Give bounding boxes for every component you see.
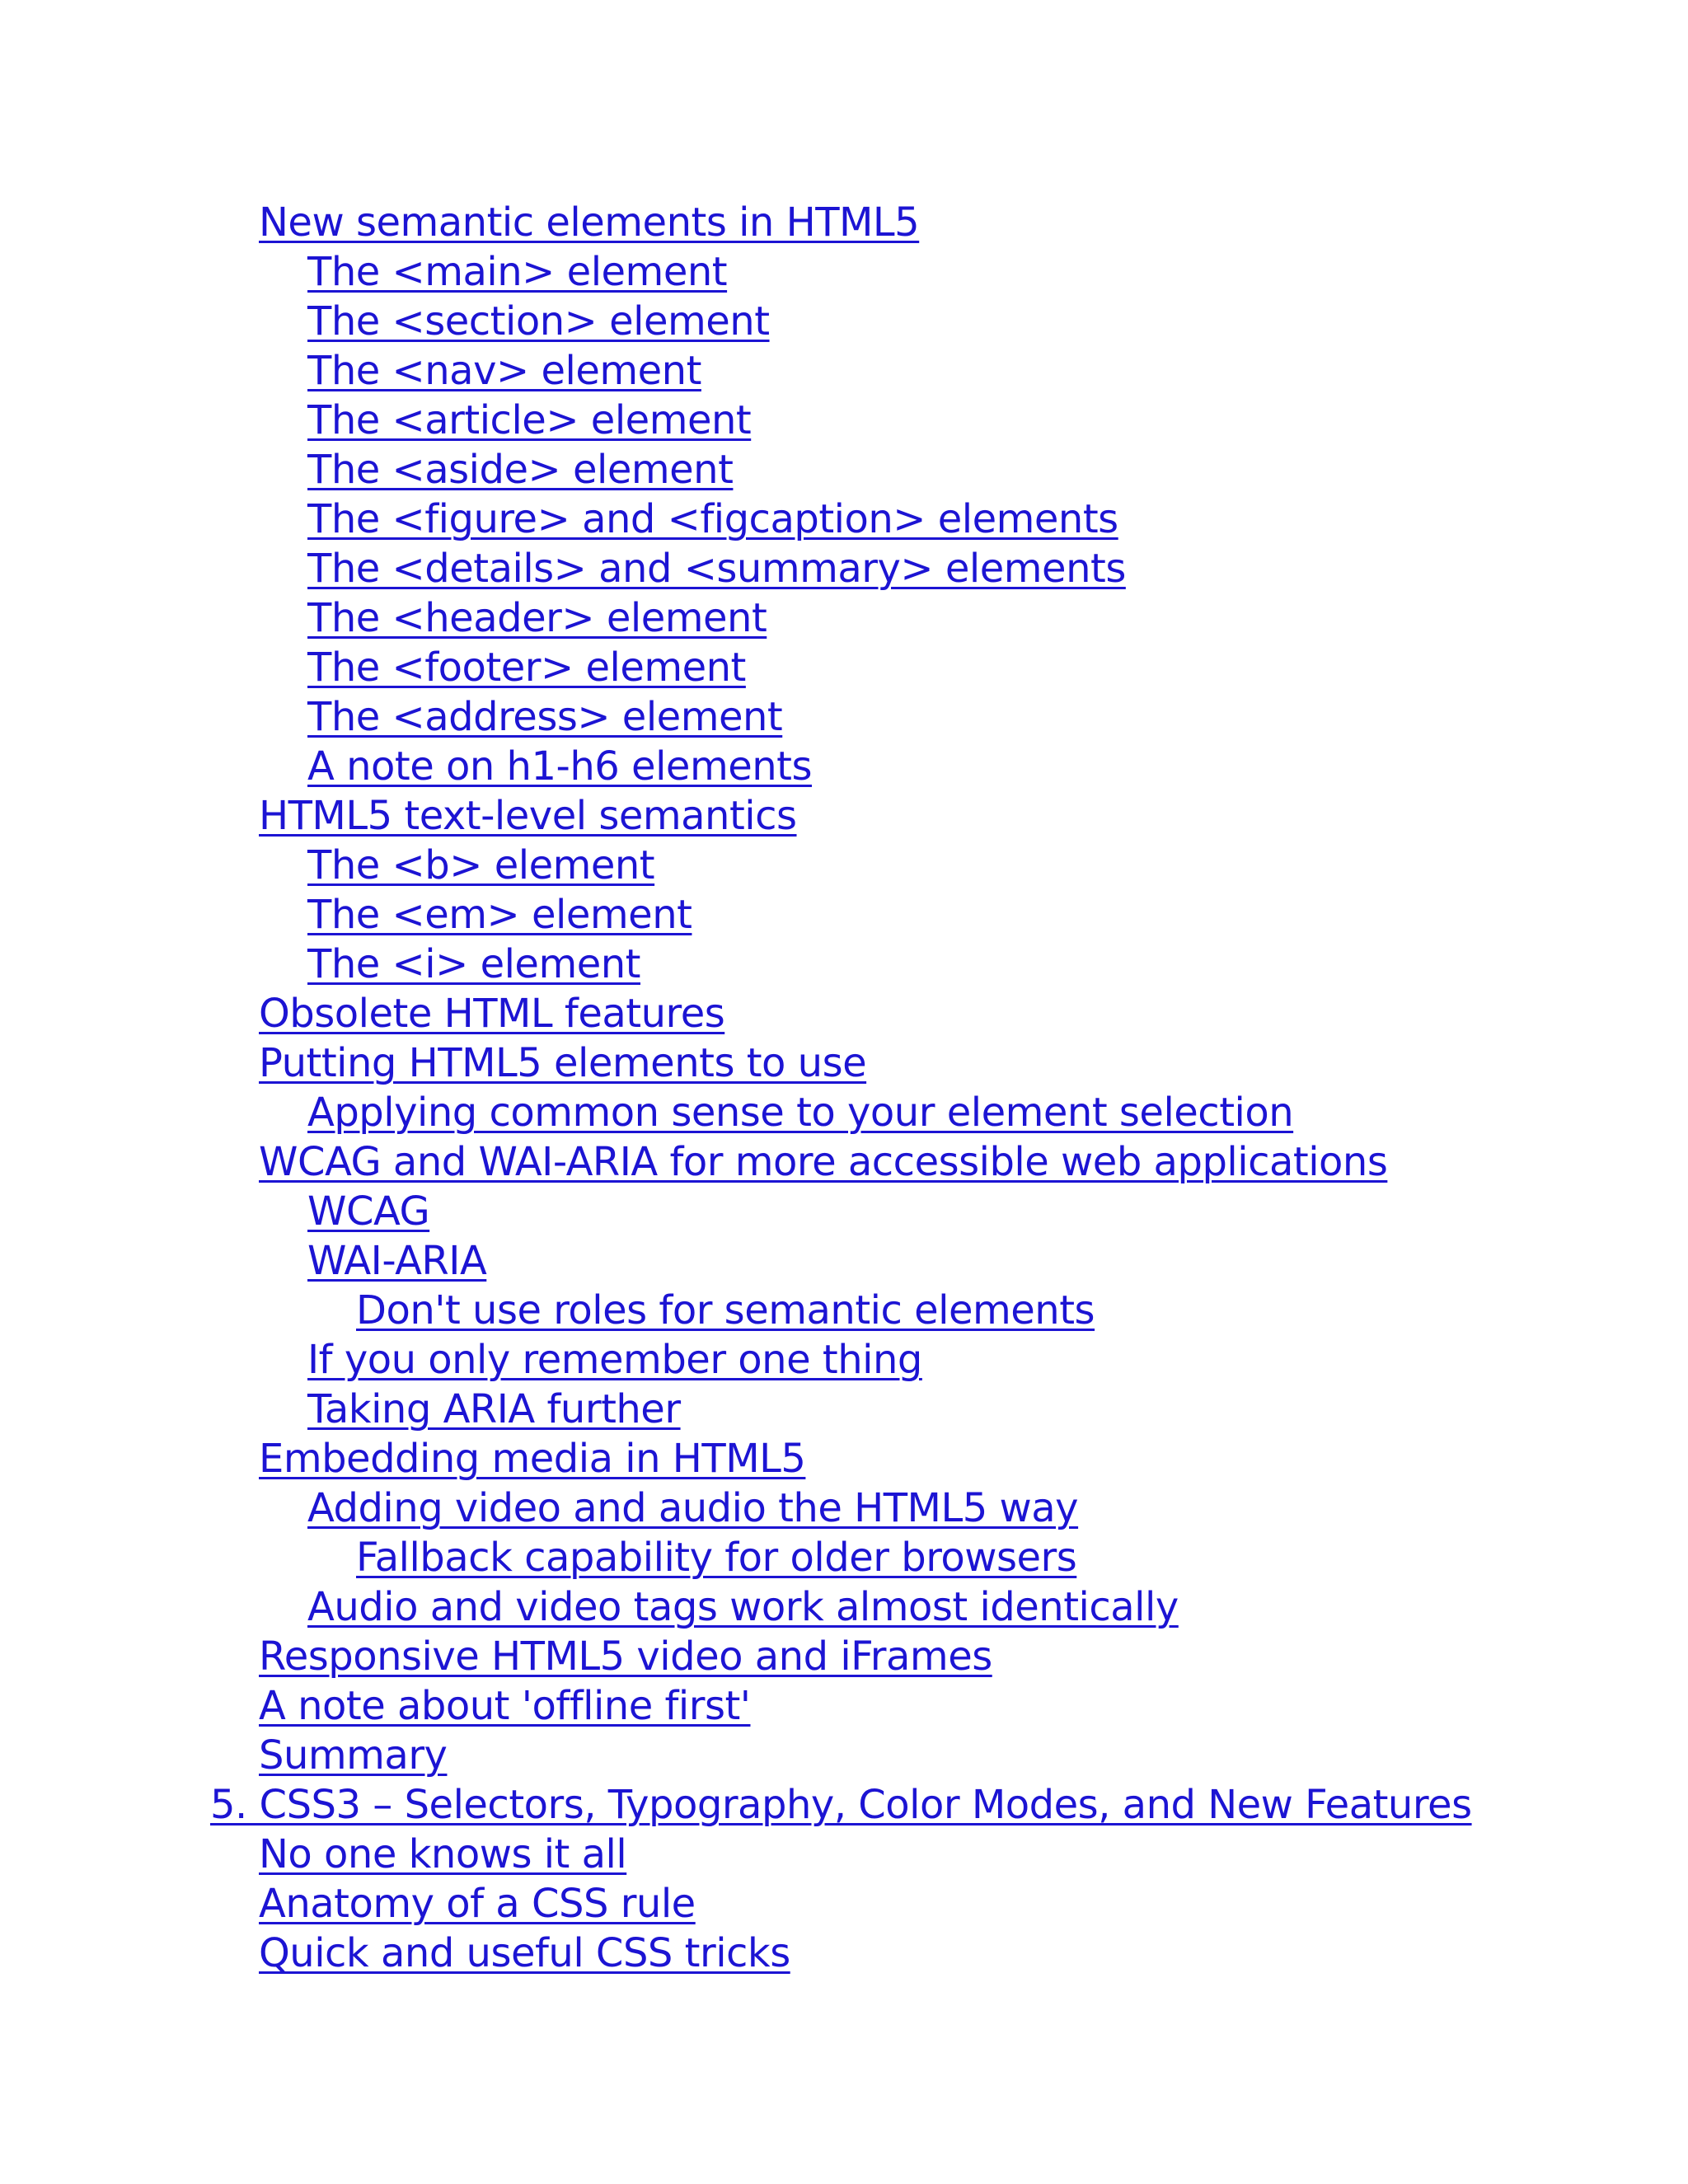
toc-item (0, 396, 1688, 445)
toc-link[interactable]: Summary (259, 1732, 448, 1779)
toc-link[interactable]: The <aside> element (307, 447, 734, 493)
toc-item (0, 940, 1688, 989)
toc-link[interactable]: Anatomy of a CSS rule (259, 1881, 696, 1927)
toc-item (0, 1929, 1688, 1978)
toc-item (0, 643, 1688, 692)
toc-item (0, 1830, 1688, 1879)
toc-link[interactable]: The <article> element (307, 397, 752, 443)
toc-link[interactable]: Putting HTML5 elements to use (259, 1040, 867, 1086)
toc-item (0, 445, 1688, 494)
toc-item (0, 692, 1688, 742)
toc-link[interactable]: The <address> element (307, 694, 783, 740)
toc-link[interactable]: The <details> and <summary> elements (307, 546, 1126, 592)
toc-link[interactable]: The <b> element (307, 842, 655, 888)
toc-link[interactable]: New semantic elements in HTML5 (259, 199, 920, 246)
toc-item (0, 1780, 1688, 1830)
toc-item (0, 1533, 1688, 1582)
toc-item (0, 1483, 1688, 1533)
toc-link[interactable]: No one knows it all (259, 1831, 627, 1877)
toc-link[interactable]: Obsolete HTML features (259, 991, 725, 1037)
toc-link[interactable]: The <header> element (307, 595, 767, 641)
toc-item (0, 1582, 1688, 1632)
toc-item (0, 544, 1688, 593)
toc-link[interactable]: Fallback capability for older browsers (356, 1535, 1077, 1581)
toc-item (0, 989, 1688, 1038)
toc-item (0, 1286, 1688, 1335)
toc-link[interactable]: Responsive HTML5 video and iFrames (259, 1633, 992, 1680)
toc-item (0, 1088, 1688, 1137)
toc-link[interactable]: A note about 'offline first' (259, 1683, 751, 1729)
toc-item (0, 742, 1688, 791)
toc-item (0, 1879, 1688, 1929)
toc-link[interactable]: If you only remember one thing (307, 1337, 922, 1383)
toc-item (0, 841, 1688, 890)
toc-item (0, 1038, 1688, 1088)
toc-link[interactable]: The <figure> and <figcaption> elements (307, 496, 1118, 542)
toc-link[interactable]: The <em> element (307, 892, 692, 938)
toc-chapter-link[interactable]: 5. CSS3 – Selectors, Typography, Color Modes, and New Features (210, 1782, 1472, 1828)
toc-item (0, 494, 1688, 544)
toc-item (0, 346, 1688, 396)
toc-item (0, 198, 1688, 247)
toc-link[interactable]: HTML5 text-level semantics (259, 793, 797, 839)
toc-item (0, 1236, 1688, 1286)
toc-item (0, 297, 1688, 346)
table-of-contents (0, 198, 1688, 1978)
toc-link[interactable]: The <main> element (307, 249, 728, 295)
toc-link[interactable]: Adding video and audio the HTML5 way (307, 1485, 1079, 1531)
toc-item (0, 1681, 1688, 1731)
toc-link[interactable]: Quick and useful CSS tricks (259, 1930, 790, 1976)
toc-item (0, 1731, 1688, 1780)
toc-link[interactable]: Applying common sense to your element selection (307, 1090, 1294, 1136)
toc-item (0, 247, 1688, 297)
toc-link[interactable]: WAI-ARIA (307, 1238, 487, 1284)
toc-item (0, 890, 1688, 940)
toc-link[interactable]: The <section> element (307, 298, 770, 344)
toc-link[interactable]: The <i> element (307, 941, 640, 987)
toc-link[interactable]: Audio and video tags work almost identically (307, 1584, 1179, 1630)
toc-item (0, 1137, 1688, 1187)
toc-link[interactable]: Don't use roles for semantic elements (356, 1287, 1095, 1333)
toc-link[interactable]: WCAG (307, 1188, 430, 1235)
toc-item (0, 1335, 1688, 1385)
toc-link[interactable]: A note on h1-h6 elements (307, 743, 812, 790)
toc-link[interactable]: Embedding media in HTML5 (259, 1436, 806, 1482)
toc-link[interactable]: Taking ARIA further (307, 1386, 681, 1432)
toc-link[interactable]: The <footer> element (307, 644, 746, 691)
toc-item (0, 1385, 1688, 1434)
toc-item (0, 1187, 1688, 1236)
toc-item (0, 791, 1688, 841)
toc-item (0, 1434, 1688, 1483)
toc-item (0, 1632, 1688, 1681)
toc-item (0, 593, 1688, 643)
toc-link[interactable]: WCAG and WAI-ARIA for more accessible web applications (259, 1139, 1388, 1185)
toc-link[interactable]: The <nav> element (307, 348, 701, 394)
